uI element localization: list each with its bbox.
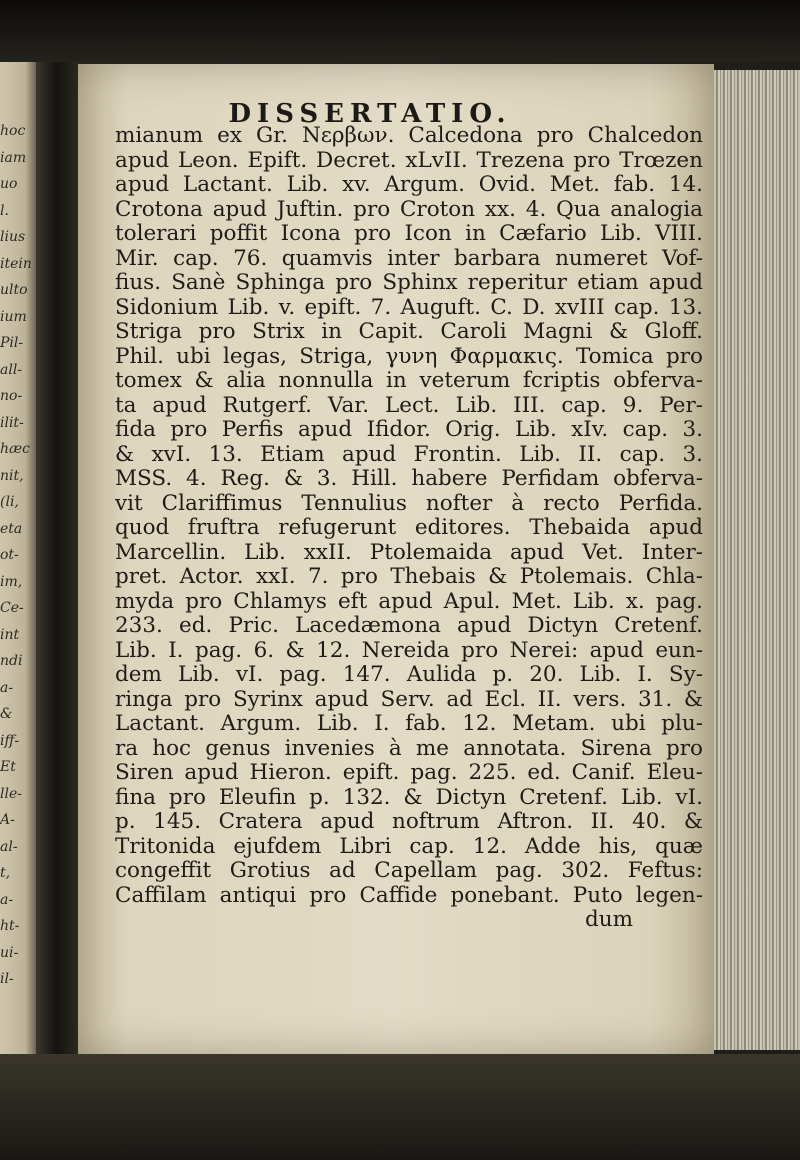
text-line: p. 145. Cratera apud noftrum Aftron. II. 40. & [115, 810, 703, 834]
running-header: DISSERTATIO. [228, 99, 512, 129]
text-line: pret. Actor. xxI. 7. pro Thebais & Ptolemais. Chla- [115, 565, 703, 589]
text-line: Mir. cap. 76. quamvis inter barbara numeret Vof- [115, 246, 703, 271]
facing-page-word: iam [0, 149, 27, 166]
text-line: fina pro Eleufin p. 132. & Dictyn Cretenf. Lib. vI. [115, 785, 703, 810]
facing-page-word: itein [0, 255, 32, 272]
text-line: & xvI. 13. Etiam apud Frontin. Lib. II. cap. 3. [115, 442, 703, 467]
text-line: Marcellin. Lib. xxII. Ptolemaida apud Vet. Inter- [115, 540, 703, 565]
text-line: ringa pro Syrinx apud Serv. ad Ecl. II. vers. 31. & [115, 687, 703, 712]
facing-page-word: ilit- [0, 414, 24, 431]
facing-page-word: eta [0, 520, 23, 537]
facing-page-word: all- [0, 361, 23, 378]
facing-page-word: nit, [0, 467, 24, 484]
text-line: Siren apud Hieron. epift. pag. 225. ed. Canif. Eleu- [115, 761, 703, 785]
text-line: 233. ed. Pric. Lacedæmona apud Dictyn Cretenf. [115, 614, 703, 638]
facing-page-word: A- [0, 812, 15, 828]
facing-page-word: ndi [0, 653, 23, 669]
book-gutter [36, 62, 80, 1062]
text-line: ra hoc genus invenies à me annotata. Sirena pro [115, 736, 703, 761]
facing-page-word: int [0, 626, 20, 643]
text-line: Striga pro Strix in Capit. Caroli Magni & Gloff. [115, 320, 703, 344]
text-line: mianum ex Gr. Νερβων. Calcedona pro Chalcedon [115, 124, 703, 148]
text-line: ta apud Rutgerf. Var. Lect. Lib. III. cap. 9. Per- [115, 393, 703, 418]
text-line: apud Leon. Epift. Decret. xLvII. Trezena pro Trœzen [115, 148, 703, 173]
facing-page-word: ulto [0, 282, 28, 298]
text-line: vit Clariffimus Tennulius nofter à recto Perfida. [115, 491, 703, 516]
scan-top-edge [0, 0, 800, 62]
facing-page-word: ht- [0, 918, 20, 934]
text-line: Lib. I. pag. 6. & 12. Nereida pro Nerei: apud eun- [115, 638, 703, 663]
facing-page-word: ium [0, 308, 27, 325]
text-line: dem Lib. vI. pag. 147. Aulida p. 20. Lib. I. Sy- [115, 663, 703, 687]
text-line: MSS. 4. Reg. & 3. Hill. habere Perfidam obferva- [115, 467, 703, 491]
facing-page-word: im, [0, 573, 23, 590]
facing-page-word: Pil- [0, 335, 24, 351]
page-edges [714, 70, 800, 1050]
facing-page-word: hoc [0, 123, 26, 139]
text-line: fius. Sanè Sphinga pro Sphinx reperitur etiam apud [115, 271, 703, 295]
facing-page-word: ot- [0, 547, 19, 563]
facing-page-word: (li, [0, 494, 19, 510]
facing-page-word: a- [0, 679, 14, 696]
text-line: fida pro Perfis apud Ifidor. Orig. Lib. xIv. cap. 3. [115, 418, 703, 442]
body-text [115, 124, 703, 933]
facing-page-word: hæc [0, 441, 31, 457]
facing-page-word: & [0, 706, 13, 722]
text-line: Sidonium Lib. v. epift. 7. Auguft. C. D. xvIII cap. 13. [115, 295, 703, 320]
text-line: Phil. ubi legas, Striga, γυνη Φαρμακις. Tomica pro [115, 344, 703, 369]
text-line: myda pro Chlamys eft apud Apul. Met. Lib. x. pag. [115, 589, 703, 614]
text-line: dum [585, 908, 633, 932]
text-line: Tritonida ejufdem Libri cap. 12. Adde his, quæ [115, 834, 703, 859]
text-line: Lactant. Argum. Lib. I. fab. 12. Metam. ubi plu- [115, 712, 703, 736]
facing-page-word: t, [0, 865, 11, 881]
facing-page-word: Ce- [0, 600, 24, 616]
facing-page-word: lius [0, 229, 26, 245]
facing-page-word: ui- [0, 944, 19, 961]
facing-page-word: uo [0, 176, 18, 192]
facing-page-fragment [0, 62, 36, 1062]
scan-bottom-edge [0, 1054, 800, 1160]
text-line: congeffit Grotius ad Capellam pag. 302. Feftus: [115, 859, 703, 883]
facing-page-word: il- [0, 971, 14, 987]
text-line: tolerari poffit Icona pro Icon in Cæfario Lib. VIII. [115, 222, 703, 246]
text-line: quod fruftra refugerunt editores. Thebaida apud [115, 516, 703, 540]
facing-page-word: a- [0, 891, 14, 908]
facing-page-word: no- [0, 388, 23, 404]
facing-page-word: lle- [0, 785, 22, 802]
text-line: Caffilam antiqui pro Caffide ponebant. Puto legen- [115, 883, 703, 908]
facing-page-word: iff- [0, 732, 20, 749]
text-line: Crotona apud Juftin. pro Croton xx. 4. Qua analogia [115, 197, 703, 222]
text-line: apud Lactant. Lib. xv. Argum. Ovid. Met. fab. 14. [115, 173, 703, 197]
facing-page-word: Et [0, 759, 16, 775]
facing-page-word: al- [0, 838, 18, 855]
facing-page-word: l. [0, 202, 9, 219]
text-line: tomex & alia nonnulla in veterum fcriptis obferva- [115, 369, 703, 393]
